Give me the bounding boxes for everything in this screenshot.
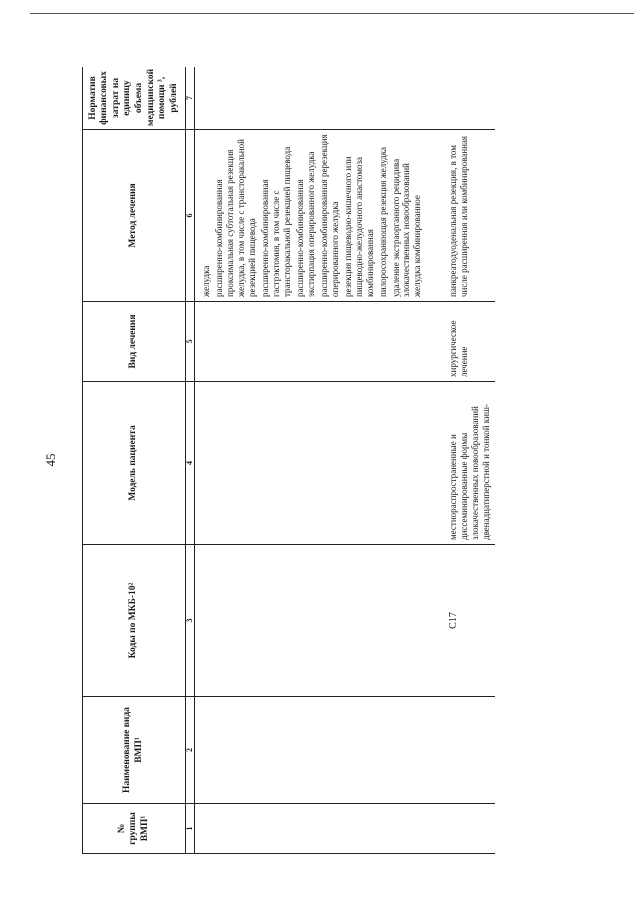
list-item: пилоросохраняющая резекция желудка bbox=[377, 147, 388, 297]
column-number: 3 bbox=[186, 545, 195, 697]
list-item: расширенно-комбинированная проксимальная субтотальная резекция желудка, в том числе с трансторакальной резекцией пищевода bbox=[213, 139, 257, 297]
treatment-type: хирургическое лечение bbox=[428, 302, 495, 382]
column-number: 2 bbox=[186, 697, 195, 804]
header-vmp-name: Наименование вида ВМП¹ bbox=[83, 697, 186, 804]
table-container bbox=[82, 67, 634, 854]
patient-model: местнораспространенные и диссеминированные формы злокачественных новообразований двенадцатиперстной и тонкой киш- bbox=[428, 382, 495, 545]
treatment-method: панкреатодуоденальная резекция, в том числе расширенная или комбинированная bbox=[428, 130, 495, 302]
header-icd-codes: Коды по МКБ-10² bbox=[83, 545, 186, 697]
page-number: 45 bbox=[43, 453, 58, 467]
table-row bbox=[195, 67, 429, 854]
list-item: удаление экстраорганного рецидива злокачественных новообразований желудка комбинированное bbox=[390, 158, 423, 297]
column-number: 7 bbox=[186, 67, 195, 130]
treatment-method-list bbox=[195, 130, 429, 302]
header-group-number: № группы ВМП¹ bbox=[83, 804, 186, 854]
list-item: расширенно-комбинированная экстирпация оперированного желудка bbox=[294, 151, 316, 297]
list-item: расширенно-комбинированная гастрэктомия, в том числе с трансторакальной резекцией пищевода bbox=[259, 146, 292, 297]
header-patient-model: Модель пациента bbox=[83, 382, 186, 545]
icd-code: C17 bbox=[428, 545, 495, 697]
table-row bbox=[428, 67, 495, 854]
top-rule bbox=[30, 13, 634, 14]
header-treatment-type: Вид лечения bbox=[83, 302, 186, 382]
column-number: 5 bbox=[186, 302, 195, 382]
rotated-table-wrapper bbox=[82, 67, 634, 854]
list-item: желудка bbox=[201, 265, 211, 297]
column-number: 1 bbox=[186, 804, 195, 854]
header-treatment-method: Метод лечения bbox=[83, 130, 186, 302]
list-item: резекция пищеводно-кишечного или пищеводно-желудочного анастомоза комбинированная bbox=[342, 156, 375, 297]
column-number: 6 bbox=[186, 130, 195, 302]
column-number: 4 bbox=[186, 382, 195, 545]
list-item: расширенно-комбинированная ререзекция оперированного желудка bbox=[318, 134, 340, 297]
header-cost-norm: Норматив финансовых затрат на единицу объема медицинской помощи ³, рублей bbox=[83, 67, 186, 130]
vmp-table bbox=[82, 67, 495, 854]
